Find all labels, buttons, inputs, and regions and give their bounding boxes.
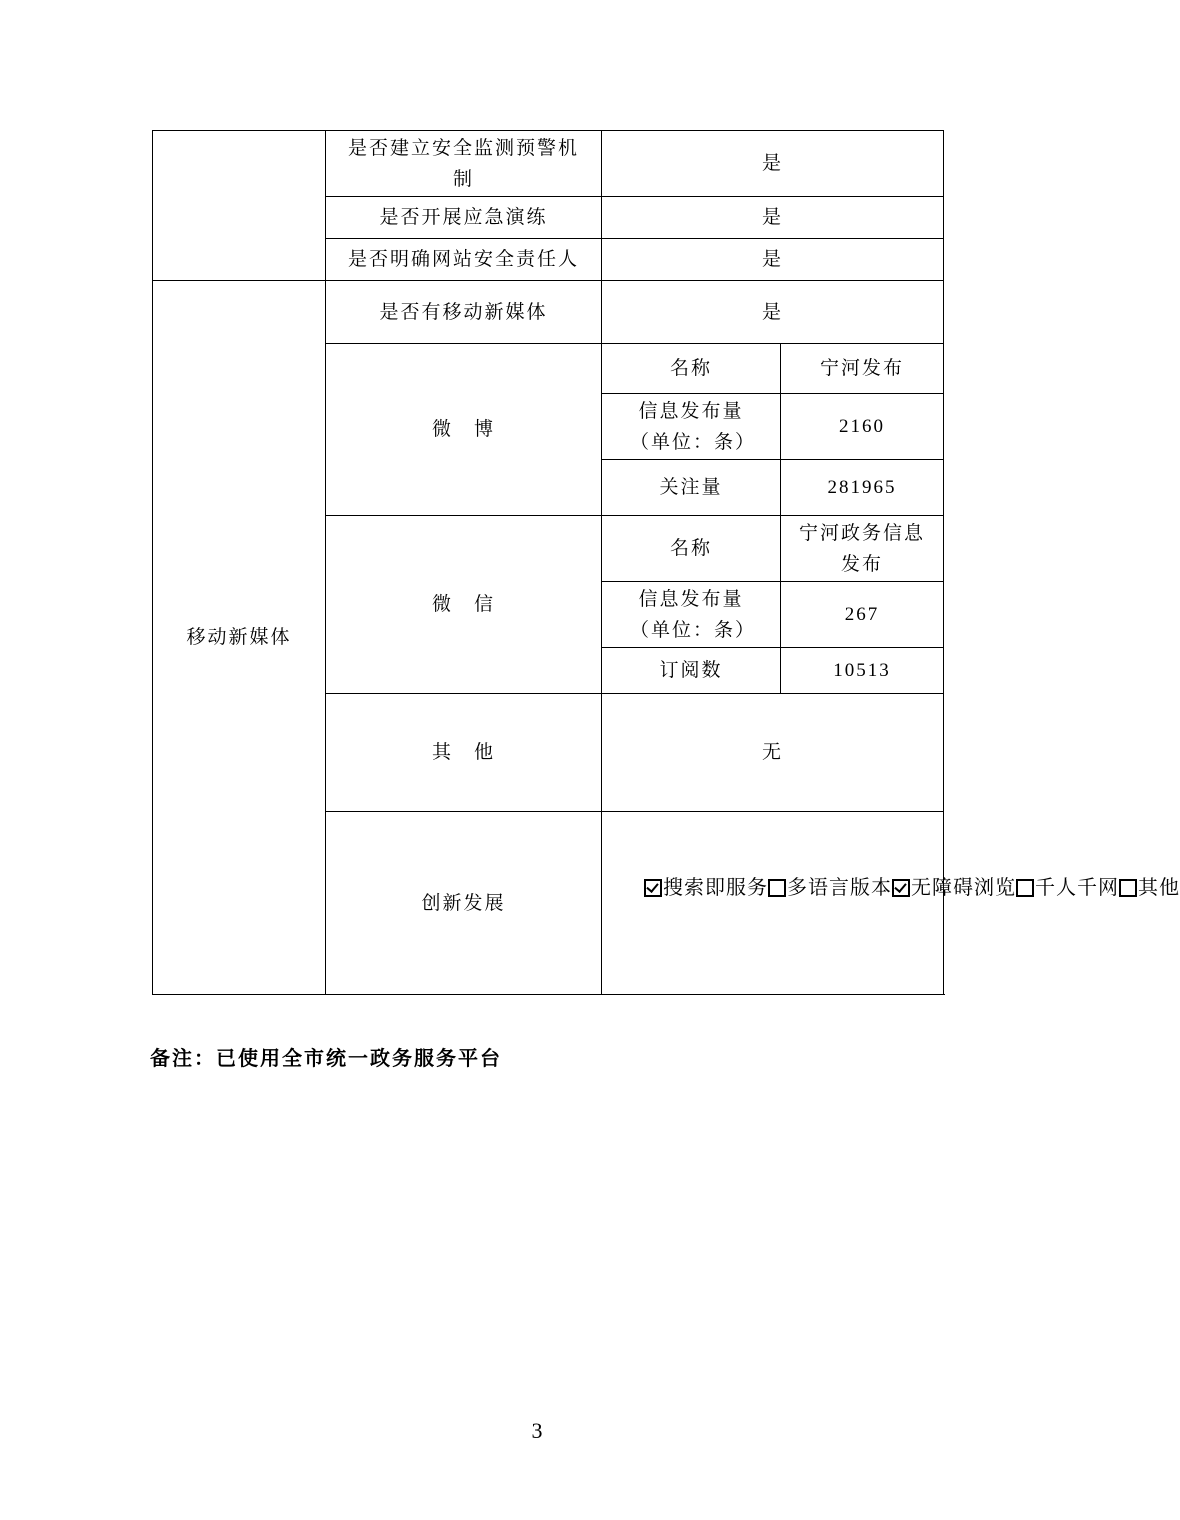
innovation-options bbox=[644, 872, 1180, 903]
checkbox-personalized[interactable] bbox=[1016, 879, 1034, 897]
option-label: 多语言版本 bbox=[787, 875, 892, 899]
checkbox-other[interactable] bbox=[1119, 879, 1137, 897]
report-table bbox=[152, 130, 1180, 995]
monitor-value: 是 bbox=[602, 131, 944, 197]
wechat-label: 微 信 bbox=[326, 516, 602, 694]
option-label: 千人千网 bbox=[1035, 875, 1119, 899]
drill-value: 是 bbox=[602, 197, 944, 239]
table-row bbox=[153, 281, 944, 344]
weibo-name-label: 名称 bbox=[602, 344, 781, 394]
wechat-name-value: 宁河政务信息发布 bbox=[781, 516, 944, 582]
weibo-posts-label: 信息发布量（单位：条） bbox=[602, 394, 781, 460]
mobile-media-section-label: 移动新媒体 bbox=[153, 281, 326, 995]
has-media-label: 是否有移动新媒体 bbox=[326, 281, 602, 344]
option-label: 其他 bbox=[1138, 875, 1180, 899]
checkbox-search-as-service[interactable] bbox=[644, 879, 662, 897]
other-media-label: 其 他 bbox=[326, 694, 602, 812]
weibo-name-value: 宁河发布 bbox=[781, 344, 944, 394]
option-label: 搜索即服务 bbox=[663, 875, 768, 899]
has-media-value: 是 bbox=[602, 281, 944, 344]
wechat-subs-label: 订阅数 bbox=[602, 648, 781, 694]
weibo-label: 微 博 bbox=[326, 344, 602, 516]
owner-value: 是 bbox=[602, 239, 944, 281]
empty-section-cell bbox=[153, 131, 326, 281]
weibo-followers-value: 281965 bbox=[781, 460, 944, 516]
drill-label: 是否开展应急演练 bbox=[326, 197, 602, 239]
wechat-posts-value: 267 bbox=[781, 582, 944, 648]
owner-label: 是否明确网站安全责任人 bbox=[326, 239, 602, 281]
innovation-section-label: 创新发展 bbox=[326, 812, 602, 995]
footnote: 备注：已使用全市统一政务服务平台 bbox=[150, 1046, 502, 1070]
wechat-posts-label: 信息发布量（单位：条） bbox=[602, 582, 781, 648]
weibo-posts-value: 2160 bbox=[781, 394, 944, 460]
option-label: 无障碍浏览 bbox=[911, 875, 1016, 899]
table-row bbox=[153, 131, 944, 197]
checkbox-accessibility[interactable] bbox=[892, 879, 910, 897]
wechat-name-label: 名称 bbox=[602, 516, 781, 582]
innovation-options-cell bbox=[602, 812, 1180, 995]
page-number: 3 bbox=[531, 1418, 543, 1443]
checkbox-multilingual[interactable] bbox=[768, 879, 786, 897]
other-media-value: 无 bbox=[602, 694, 944, 812]
weibo-followers-label: 关注量 bbox=[602, 460, 781, 516]
wechat-subs-value: 10513 bbox=[781, 648, 944, 694]
monitor-label: 是否建立安全监测预警机制 bbox=[326, 131, 602, 197]
